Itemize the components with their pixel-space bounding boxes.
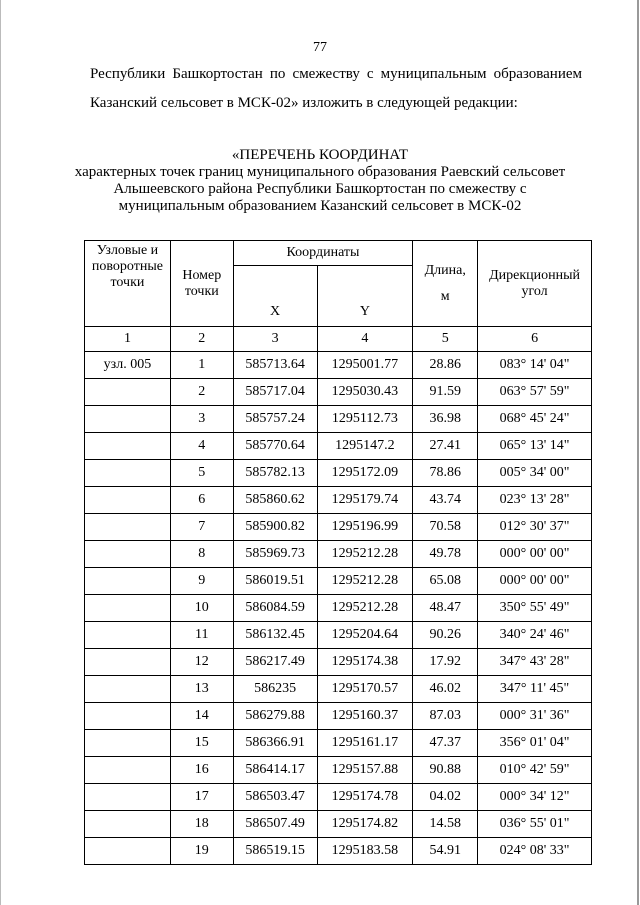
cell-point-number: 9 [170,568,233,595]
cell-angle: 340° 24' 46" [478,622,592,649]
cell-x: 585969.73 [233,541,317,568]
cell-length: 04.02 [413,784,478,811]
table-row [85,541,592,568]
cell-angle: 000° 34' 12" [478,784,592,811]
cell-x: 586235 [233,676,317,703]
cell-x: 586507.49 [233,811,317,838]
table-body [85,352,592,865]
cell-point-number: 3 [170,406,233,433]
cell-x: 585717.04 [233,379,317,406]
cell-length: 47.37 [413,730,478,757]
cell-node [85,757,171,784]
header-length [413,241,478,327]
header-length-label: Длина, [424,262,466,278]
header-coordinates: Координаты [233,241,413,266]
cell-angle: 068° 45' 24" [478,406,592,433]
cell-node [85,460,171,487]
table-row [85,514,592,541]
scan-edge-right [637,0,639,905]
cell-length: 48.47 [413,595,478,622]
table-row [85,811,592,838]
col-number: 1 [85,327,171,352]
table-row [85,460,592,487]
cell-length: 14.58 [413,811,478,838]
cell-node [85,622,171,649]
scan-edge-left [0,0,1,905]
cell-angle: 350° 55' 49" [478,595,592,622]
cell-y: 1295112.73 [317,406,413,433]
col-number: 3 [233,327,317,352]
cell-node [85,379,171,406]
cell-angle: 024° 08' 33" [478,838,592,865]
cell-length: 65.08 [413,568,478,595]
cell-point-number: 7 [170,514,233,541]
cell-angle: 356° 01' 04" [478,730,592,757]
cell-x: 586132.45 [233,622,317,649]
cell-point-number: 19 [170,838,233,865]
table-row [85,406,592,433]
cell-length: 27.41 [413,433,478,460]
cell-node [85,487,171,514]
cell-point-number: 10 [170,595,233,622]
table-row [85,649,592,676]
cell-x: 585770.64 [233,433,317,460]
cell-point-number: 1 [170,352,233,379]
table-row [85,433,592,460]
cell-angle: 000° 00' 00" [478,568,592,595]
cell-angle: 347° 11' 45" [478,676,592,703]
table-row [85,379,592,406]
cell-length: 78.86 [413,460,478,487]
cell-length: 54.91 [413,838,478,865]
cell-length: 70.58 [413,514,478,541]
header-y: Y [317,266,413,327]
table-row [85,352,592,379]
cell-node [85,676,171,703]
cell-x: 586217.49 [233,649,317,676]
cell-angle: 005° 34' 00" [478,460,592,487]
cell-node [85,784,171,811]
cell-y: 1295001.77 [317,352,413,379]
cell-node [85,703,171,730]
cell-node [85,595,171,622]
cell-angle: 065° 13' 14" [478,433,592,460]
cell-node [85,568,171,595]
cell-x: 586279.88 [233,703,317,730]
document-title [0,147,640,215]
cell-length: 49.78 [413,541,478,568]
header-x: X [233,266,317,327]
table-row [85,568,592,595]
cell-y: 1295161.17 [317,730,413,757]
title-line-1: «ПЕРЕЧЕНЬ КООРДИНАТ [231,147,409,163]
cell-y: 1295212.28 [317,541,413,568]
cell-y: 1295212.28 [317,568,413,595]
cell-angle: 012° 30' 37" [478,514,592,541]
cell-point-number: 11 [170,622,233,649]
cell-point-number: 14 [170,703,233,730]
table-row [85,622,592,649]
col-number: 2 [170,327,233,352]
cell-angle: 023° 13' 28" [478,487,592,514]
cell-angle: 036° 55' 01" [478,811,592,838]
cell-angle: 063° 57' 59" [478,379,592,406]
cell-x: 586414.17 [233,757,317,784]
cell-length: 28.86 [413,352,478,379]
cell-node: узл. 005 [85,352,171,379]
cell-x: 586519.15 [233,838,317,865]
cell-point-number: 5 [170,460,233,487]
table-row [85,595,592,622]
page-number: 77 [313,40,327,55]
header-point-number: Номер точки [170,241,233,327]
col-number: 6 [478,327,592,352]
col-number: 5 [413,327,478,352]
cell-y: 1295174.82 [317,811,413,838]
cell-length: 43.74 [413,487,478,514]
cell-x: 585782.13 [233,460,317,487]
cell-node [85,541,171,568]
cell-length: 17.92 [413,649,478,676]
header-angle: Дирекционный угол [478,241,592,327]
cell-angle: 010° 42' 59" [478,757,592,784]
cell-length: 90.88 [413,757,478,784]
cell-y: 1295030.43 [317,379,413,406]
cell-node [85,649,171,676]
cell-node [85,433,171,460]
cell-point-number: 18 [170,811,233,838]
cell-node [85,838,171,865]
table-row [85,703,592,730]
cell-x: 585757.24 [233,406,317,433]
cell-y: 1295204.64 [317,622,413,649]
cell-point-number: 17 [170,784,233,811]
cell-length: 87.03 [413,703,478,730]
cell-x: 586366.91 [233,730,317,757]
cell-x: 586084.59 [233,595,317,622]
cell-angle: 083° 14' 04" [478,352,592,379]
cell-y: 1295174.38 [317,649,413,676]
cell-angle: 347° 43' 28" [478,649,592,676]
intro-line-1: Республики Башкортостан по смежеству с муниципальным образованием [90,66,582,82]
table-row [85,487,592,514]
table-row [85,838,592,865]
title-line-4: муниципальным образованием Казанский сельсовет в МСК-02 [118,198,522,214]
title-line-2: характерных точек границ муниципального образования Раевский сельсовет [74,164,566,180]
table-row [85,784,592,811]
cell-y: 1295160.37 [317,703,413,730]
cell-length: 91.59 [413,379,478,406]
cell-y: 1295157.88 [317,757,413,784]
cell-x: 585900.82 [233,514,317,541]
column-number-row [85,327,592,352]
cell-x: 585713.64 [233,352,317,379]
cell-y: 1295183.58 [317,838,413,865]
cell-y: 1295212.28 [317,595,413,622]
cell-node [85,406,171,433]
cell-y: 1295196.99 [317,514,413,541]
header-length-unit: м [440,288,450,304]
coordinates-table [84,240,592,865]
cell-x: 585860.62 [233,487,317,514]
cell-point-number: 8 [170,541,233,568]
cell-x: 586503.47 [233,784,317,811]
cell-point-number: 12 [170,649,233,676]
cell-angle: 000° 00' 00" [478,541,592,568]
table-row [85,676,592,703]
cell-length: 46.02 [413,676,478,703]
cell-length: 36.98 [413,406,478,433]
cell-y: 1295170.57 [317,676,413,703]
cell-point-number: 15 [170,730,233,757]
table-row [85,730,592,757]
cell-y: 1295174.78 [317,784,413,811]
cell-point-number: 16 [170,757,233,784]
cell-node [85,730,171,757]
header-nodes: Узловые и поворотные точки [85,241,171,327]
cell-node [85,514,171,541]
cell-angle: 000° 31' 36" [478,703,592,730]
cell-point-number: 2 [170,379,233,406]
cell-x: 586019.51 [233,568,317,595]
cell-y: 1295179.74 [317,487,413,514]
col-number: 4 [317,327,413,352]
title-line-3: Альшеевского района Республики Башкортостан по смежеству с [113,181,527,197]
cell-node [85,811,171,838]
cell-length: 90.26 [413,622,478,649]
header-row-1 [85,241,592,266]
cell-y: 1295147.2 [317,433,413,460]
cell-point-number: 4 [170,433,233,460]
cell-point-number: 13 [170,676,233,703]
table-row [85,757,592,784]
intro-line-2: Казанский сельсовет в МСК-02» изложить в следующей редакции: [90,95,518,111]
cell-point-number: 6 [170,487,233,514]
cell-y: 1295172.09 [317,460,413,487]
